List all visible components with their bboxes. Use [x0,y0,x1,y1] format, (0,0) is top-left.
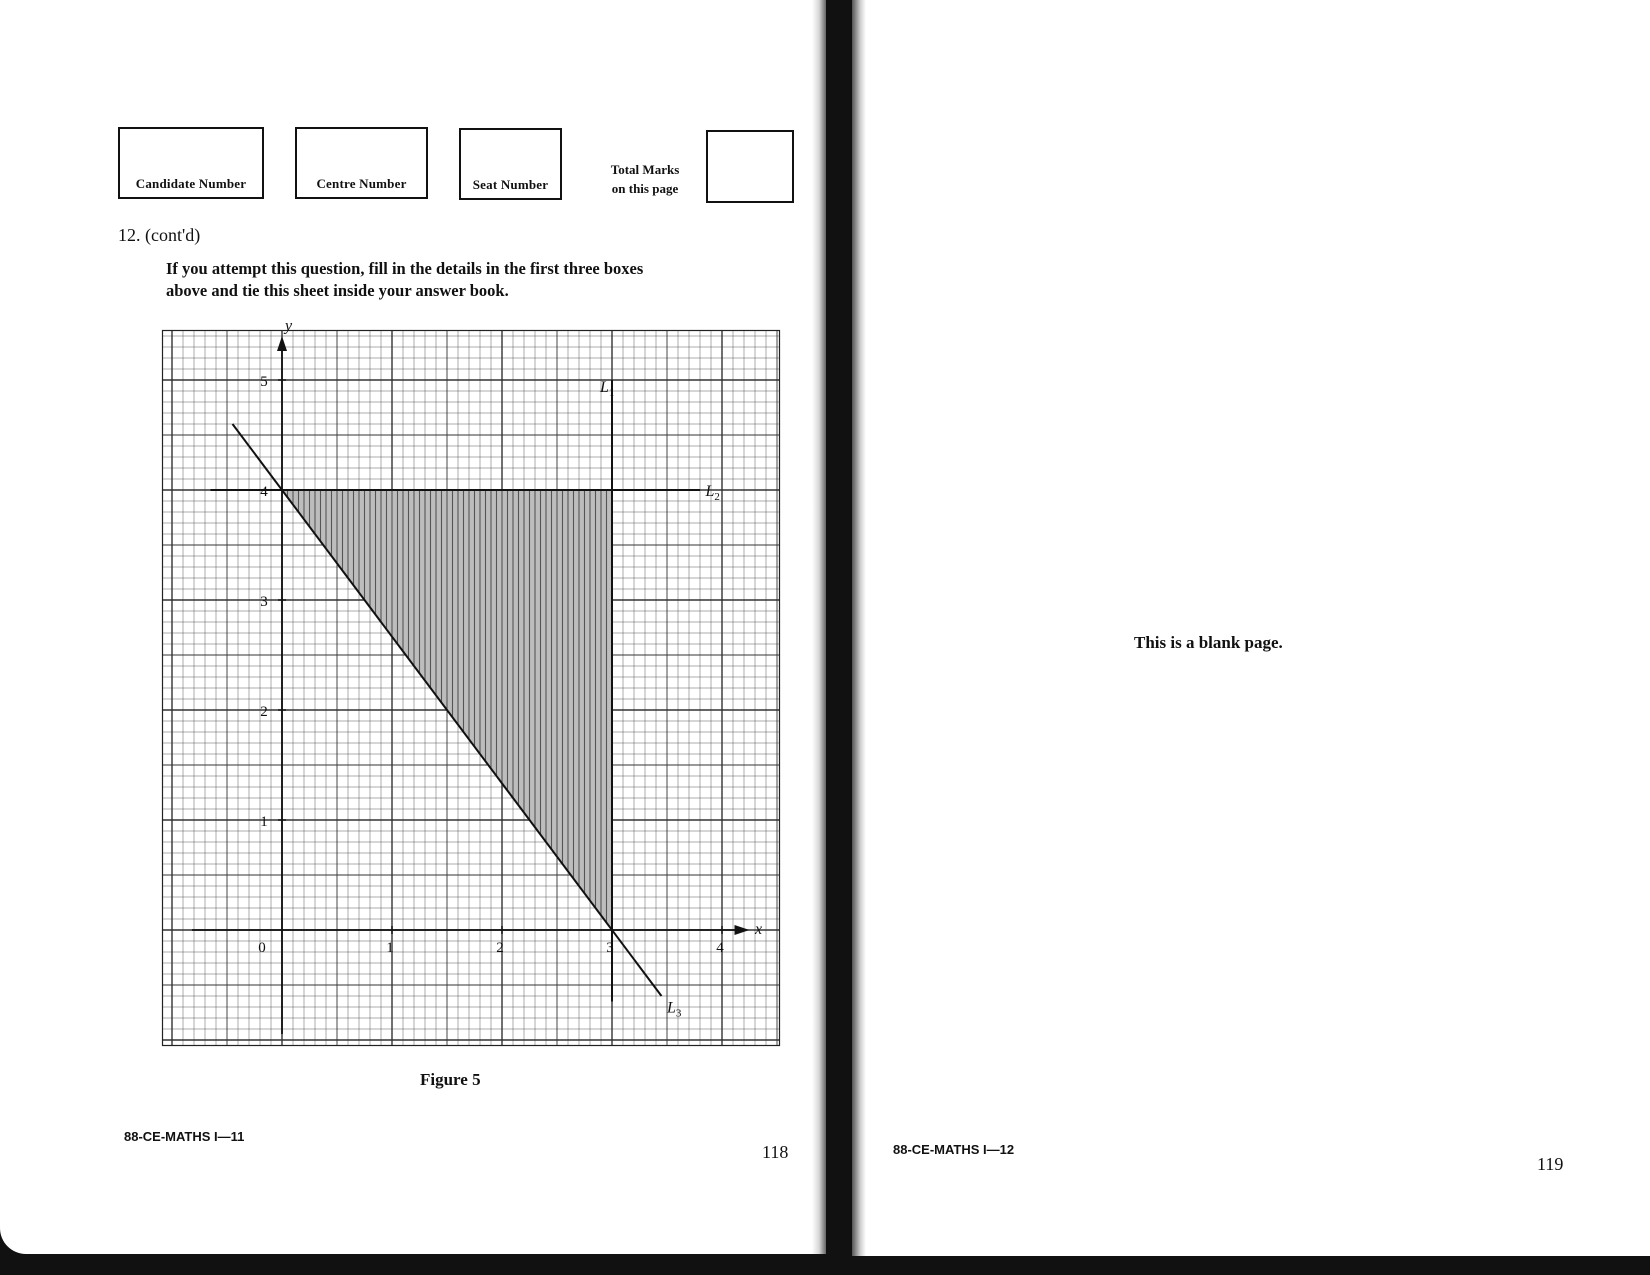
total-marks-line1: Total Marks [610,162,680,177]
centre-number-box[interactable] [295,127,428,199]
x-axis-variable: x [755,921,763,938]
origin-label: 0 [258,940,266,956]
y-axis-arrow [277,336,287,351]
total-marks-box[interactable] [706,130,794,203]
line-label-l3 [666,1000,682,1020]
x-tick-label: 4 [716,940,724,956]
instruction-line2: above and tie this sheet inside your answer book. [166,281,509,300]
x-axis-arrow [735,925,750,935]
y-tick-label: 3 [260,594,268,610]
paper-code-left: 88-CE-MATHS I—11 [124,1129,245,1144]
figure-graph [162,317,780,1046]
total-marks-line2: on this page [611,181,679,196]
left-page [0,0,826,1254]
y-axis-variable: y [285,317,293,335]
candidate-number-label: Candidate Number [135,176,247,191]
x-tick-label: 2 [496,940,504,956]
left-page-binding-edge [812,0,826,1254]
y-tick-label: 1 [260,814,268,830]
line-label-l2-subscript: 2 [714,491,720,503]
y-tick-label: 4 [260,484,268,500]
paper-code-right: 88-CE-MATHS I—12 [893,1142,1015,1157]
line-label-l1-letter: L [600,379,609,396]
question-instruction [166,258,746,302]
candidate-number-box[interactable] [118,127,264,199]
y-tick-label: 5 [260,374,268,390]
line-label-l2-letter: L [705,483,715,500]
page-number-left: 118 [762,1142,789,1162]
right-page-binding-edge [852,0,866,1256]
blank-page-notice: This is a blank page. [1134,633,1283,652]
line-label-l3-subscript: 3 [675,1007,682,1020]
line-label-l3-letter: L [667,999,676,1017]
centre-number-label: Centre Number [316,176,407,191]
figure-caption: Figure 5 [420,1070,481,1089]
total-marks-label [596,160,694,198]
instruction-line1: If you attempt this question, fill in the details in the first three boxes [166,259,644,278]
y-tick-label: 2 [260,704,268,720]
line-label-l2 [705,483,720,503]
x-tick-label: 3 [606,940,614,956]
page-number-right: 119 [1537,1154,1564,1174]
seat-number-label: Seat Number [472,177,549,192]
line-label-l1-subscript: 1 [608,387,615,399]
x-tick-label: 1 [386,940,394,956]
right-page [852,0,1650,1256]
question-number: 12. (cont'd) [118,225,201,245]
seat-number-box[interactable] [459,128,562,200]
